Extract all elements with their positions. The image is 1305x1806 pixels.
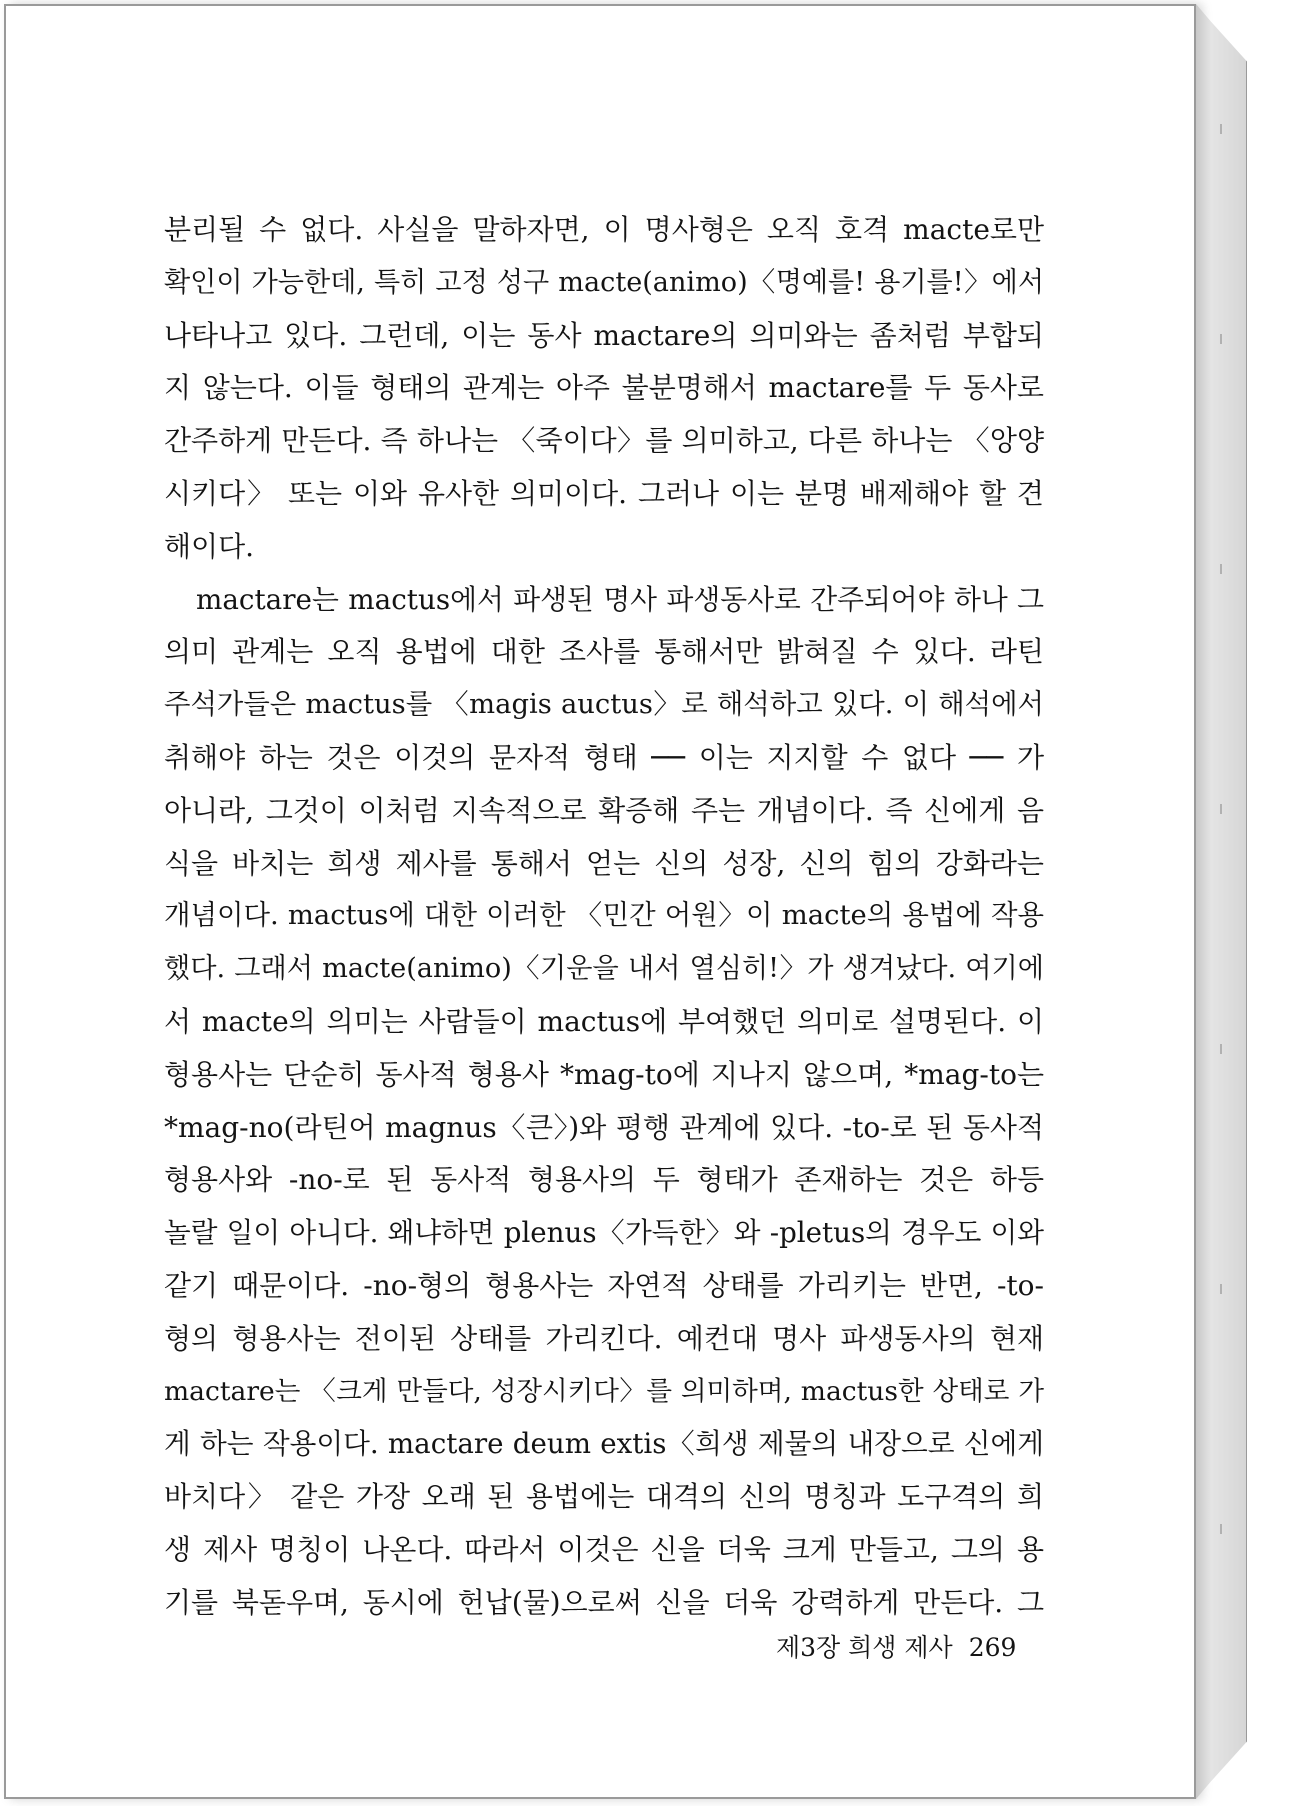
page-edge-mark	[1220, 334, 1222, 344]
text-line: 형용사는 단순히 동사적 형용사 *mag-to에 지나지 않으며, *mag-to는	[164, 1057, 1044, 1091]
body-text	[164, 204, 1044, 1630]
paragraph-first-line: mactare는 mactus에서 파생된 명사 파생동사로 간주되어야 하나 그	[196, 582, 1044, 616]
text-line: 기를 북돋우며, 동시에 헌납(물)으로써 신을 더욱 강력하게 만든다. 그	[164, 1585, 1044, 1619]
page-number: 269	[968, 1633, 1017, 1662]
text-line: 의미 관계는 오직 용법에 대한 조사를 통해서만 밝혀질 수 있다. 라틴	[164, 635, 1044, 669]
text-line: 지 않는다. 이들 형태의 관계는 아주 불분명해서 mactare를 두 동사로	[164, 371, 1044, 405]
text-line: 개념이다. mactus에 대한 이러한 〈민간 어원〉이 macte의 용법에 작용	[164, 900, 1044, 932]
text-line: 분리될 수 없다. 사실을 말하자면, 이 명사형은 오직 호격 macte로만	[164, 213, 1044, 246]
text-line: 취해야 하는 것은 이것의 문자적 형태 ── 이는 지지할 수 없다 ── 가	[164, 740, 1044, 774]
text-line: 나타나고 있다. 그런데, 이는 동사 mactare의 의미와는 좀처럼 부합되	[164, 318, 1044, 352]
text-line: 아니라, 그것이 이처럼 지속적으로 확증해 주는 개념이다. 즉 신에게 음	[164, 793, 1044, 827]
text-line: 해이다.	[164, 529, 255, 563]
page-edge-mark	[1220, 124, 1222, 134]
page-edge-mark	[1220, 804, 1222, 814]
page-edge-mark	[1220, 1524, 1222, 1534]
page-edge-mark	[1220, 1284, 1222, 1294]
text-line: 놀랄 일이 아니다. 왜냐하면 plenus〈가득한〉와 -pletus의 경우도 이와	[164, 1216, 1044, 1250]
book-page	[4, 4, 1196, 1799]
text-line: 식을 바치는 희생 제사를 통해서 얻는 신의 성장, 신의 힘의 강화라는	[164, 846, 1044, 880]
text-line: 같기 때문이다. -no-형의 형용사는 자연적 상태를 가리키는 반면, -to-	[164, 1268, 1044, 1302]
text-line: 시키다〉 또는 이와 유사한 의미이다. 그러나 이는 분명 배제해야 할 견	[164, 476, 1044, 510]
page-stack-edge	[1196, 4, 1247, 1799]
text-line: 했다. 그래서 macte(animo)〈기운을 내서 열심히!〉가 생겨났다. 여기에	[164, 953, 1044, 985]
text-line: 간주하게 만든다. 즉 하나는 〈죽이다〉를 의미하고, 다른 하나는 〈앙양	[164, 424, 1044, 458]
text-line: 확인이 가능한데, 특히 고정 성구 macte(animo)〈명예를! 용기를!〉에서	[164, 266, 1044, 298]
text-line: 게 하는 작용이다. mactare deum extis〈희생 제물의 내장으로 신에게	[164, 1427, 1044, 1461]
text-line: 생 제사 명칭이 나온다. 따라서 이것은 신을 더욱 크게 만들고, 그의 용	[164, 1532, 1044, 1566]
text-line: mactare는 〈크게 만들다, 성장시키다〉를 의미하며, mactus한 상태로 가	[164, 1375, 1044, 1407]
text-line: 바치다〉 같은 가장 오래 된 용법에는 대격의 신의 명칭과 도구격의 희	[164, 1480, 1044, 1514]
text-line: *mag-no(라틴어 magnus〈큰〉)와 평행 관계에 있다. -to-로 된 동사적	[164, 1110, 1044, 1144]
chapter-title: 제3장 희생 제사	[776, 1633, 953, 1662]
running-footer	[776, 1628, 1016, 1664]
text-line: 주석가들은 mactus를 〈magis auctus〉로 해석하고 있다. 이 해석에서	[164, 689, 1044, 721]
page-edge-mark	[1220, 1044, 1222, 1054]
text-line: 형의 형용사는 전이된 상태를 가리킨다. 예컨대 명사 파생동사의 현재	[164, 1321, 1044, 1355]
text-line: 서 macte의 의미는 사람들이 mactus에 부여했던 의미로 설명된다. 이	[164, 1004, 1044, 1038]
text-line: 형용사와 -no-로 된 동사적 형용사의 두 형태가 존재하는 것은 하등	[164, 1163, 1044, 1197]
page-edge-mark	[1220, 564, 1222, 574]
